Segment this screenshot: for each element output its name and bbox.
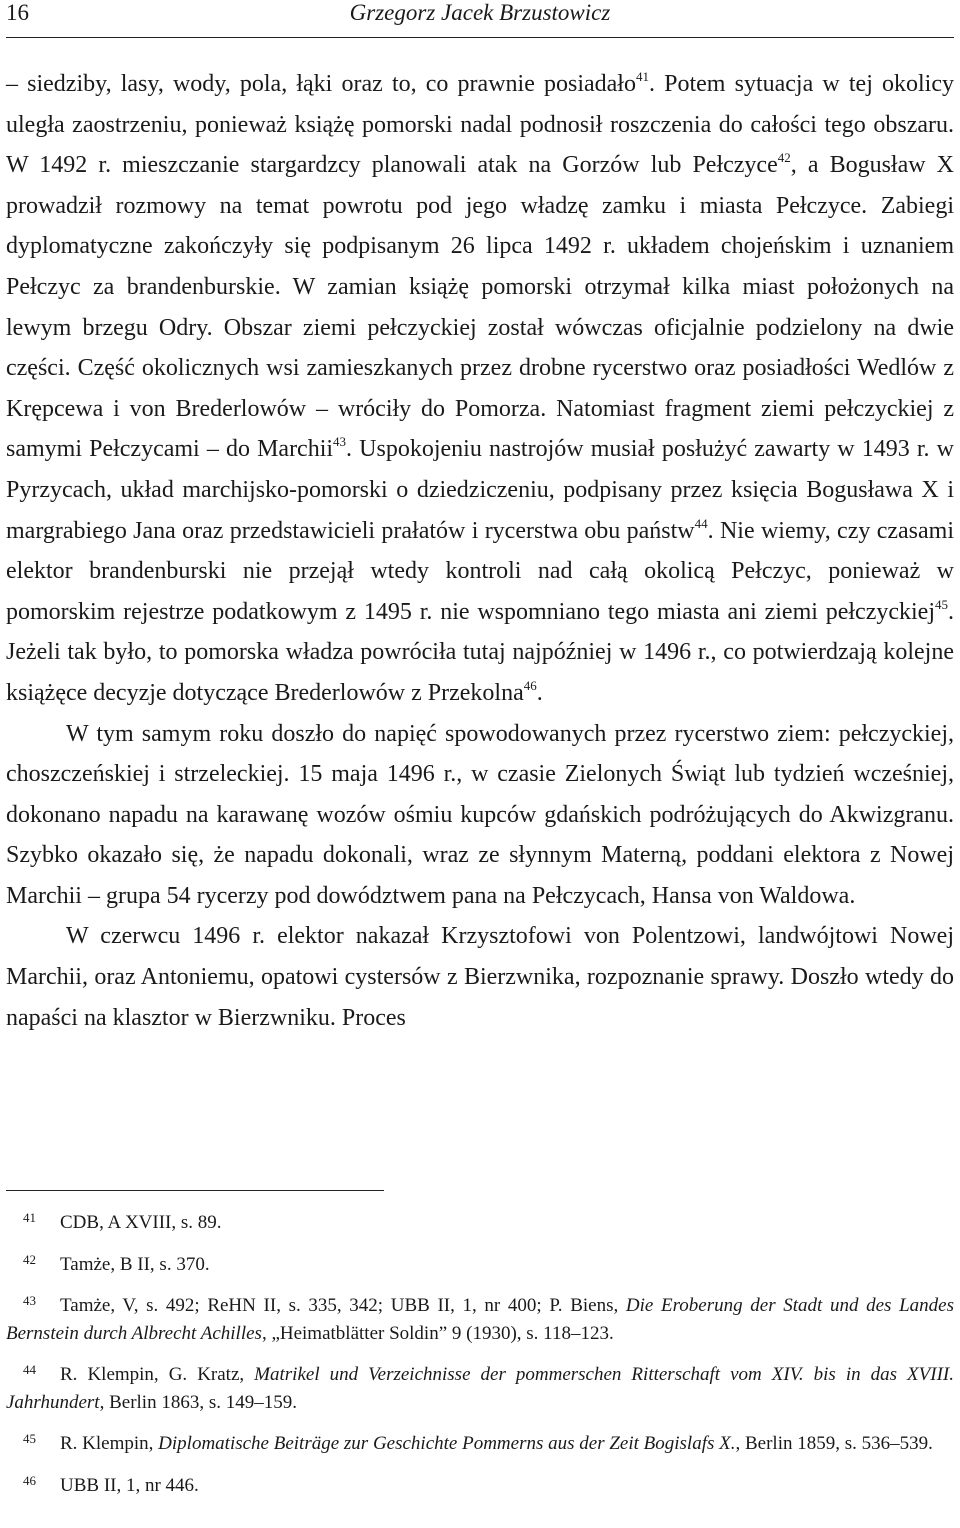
footnote-ref-43[interactable]: 43 xyxy=(333,434,347,450)
footnote-text: Tamże, V, s. 492; ReHN II, s. 335, 342; UBB II, 1, nr 400; P. Biens, xyxy=(60,1295,626,1316)
running-title: Grzegorz Jacek Brzustowicz xyxy=(349,0,611,25)
footnote-ref-45[interactable]: 45 xyxy=(935,596,948,612)
footnote-text: , „Heimatblätter Soldin” 9 (1930), s. 118–123. xyxy=(261,1322,614,1344)
footnote-41: 41 CDB, A XVIII, s. 89. xyxy=(23,1210,222,1233)
footnote-text: CDB, A XVIII, s. 89. xyxy=(60,1212,222,1233)
footnote-46: 46 UBB II, 1, nr 446. xyxy=(23,1472,199,1496)
text-run: , a Bogusław X prowadził rozmowy na temat powrotu pod jego władzę zamku i miasta Pełczyce. Zabiegi dyplomatyczne zakończyły się podpisanym 26 lipca 1492 r. układem chojeńskim i uznaniem Pełczyc za brandenburskie. W zamian książę pomorski otrzymał kilka miast położonych na lewym brzegu Odry. Obszar ziemi pełczyckiej został wówczas oficjalnie podzielony na dwie części. Część okolicznych wsi zamieszkanych przez drobne rycerstwo oraz posiadłości Wedlów z Krępcewa i von Brederlowów – wróciły do Pomorza. Natomiast fragment ziemi pełczyckiej z samymi Pełczycami – do Marchii xyxy=(6,152,954,463)
footnote-rule xyxy=(6,1190,384,1191)
text-run: . Potem sytuacja w tej okolicy uległa zaostrzeniu, ponieważ książę pomorski nadal podnosił roszczenia do całości tego obszaru. W 1492 r. mieszczanie stargardzcy planowali atak na Gorzów lub Pełczyce xyxy=(6,71,955,179)
footnote-43: 43 Tamże, V, s. 492; ReHN II, s. 335, 342; UBB II, 1, nr 400; P. Biens, Die Eroberung der Stadt und des Landes Bernstein durch Albrecht Achilles, „Heimatblätter Soldin” 9 (1930), s. 118–123. xyxy=(6,1293,954,1344)
paragraph-2: W tym samym roku doszło do napięć spowodowanych przez rycerstwo ziem: pełczyckiej, choszczeńskiej i strzeleckiej. 15 maja 1496 r., w czasie Zielonych Świąt lub tydzień wcześniej, dokonano napadu na karawanę wozów ośmiu kupców gdańskich podróżujących do Akwizgranu. Szybko okazało się, że napadu dokonali, wraz ze słynnym Materną, poddani elektora z Nowej Marchii – grupa 54 rycerzy pod dowództwem pana na Pełczycach, Hansa von Waldowa. xyxy=(6,720,954,909)
footnote-44: 44 R. Klempin, G. Kratz, Matrikel und Verzeichnisse der pommerschen Ritterschaft vom XIV. bis in das XVIII. Jahrhundert, Berlin 1863, s. 149–159. xyxy=(6,1362,954,1413)
footnote-ref-46[interactable]: 46 xyxy=(523,677,537,693)
text-run: . Jeżeli tak było, to pomorska władza powróciła tutaj najpóźniej w 1496 r., co potwierdzają kolejne książęce decyzje dotyczące Brederlowów z Przekolna xyxy=(6,598,954,706)
footnote-ref-42[interactable]: 42 xyxy=(777,150,791,166)
footnote-ref-41[interactable]: 41 xyxy=(635,69,649,84)
main-text xyxy=(6,64,954,1038)
text-run: – siedziby, lasy, wody, pola, łąki oraz to, co prawnie posiadało xyxy=(6,71,636,97)
footnote-text: R. Klempin, xyxy=(60,1433,159,1454)
page-header xyxy=(6,0,954,40)
footnote-title: Matrikel und Verzeichnisse der pommerschen Ritterschaft vom XIV. bis in das XVIII. Jahrhundert xyxy=(6,1364,954,1413)
text-run: . Uspokojeniu nastrojów musiał posłużyć zawarty w 1493 r. w Pyrzycach, układ marchijsko-pomorski o dziedziczeniu, podpisany przez księcia Bogusława X i margrabiego Jana oraz przedstawicieli prałatów i rycerstwa obu państw xyxy=(6,436,954,544)
footnote-text: R. Klempin, G. Kratz, xyxy=(60,1364,255,1385)
page-number: 16 xyxy=(6,0,29,25)
paragraph-1 xyxy=(6,64,954,714)
footnote-text: , Berlin 1863, s. 149–159. xyxy=(99,1391,297,1413)
footnote-42: 42 Tamże, B II, s. 370. xyxy=(23,1251,210,1275)
text-run: . xyxy=(536,679,543,706)
footnote-ref-44[interactable]: 44 xyxy=(694,515,708,531)
footnote-text: , Berlin 1859, s. 536–539. xyxy=(735,1433,933,1454)
footnote-title: Die Eroberung der Stadt und des Landes Bernstein durch Albrecht Achilles xyxy=(6,1295,954,1344)
footnote-45: 45 R. Klempin, Diplomatische Beiträge zur Geschichte Pommerns aus der Zeit Bogislafs X., Berlin 1859, s. 536–539. xyxy=(23,1431,933,1454)
paragraph-3: W czerwcu 1496 r. elektor nakazał Krzysztofowi von Polentzowi, landwójtowi Nowej Marchii, oraz Antoniemu, opatowi cystersów z Bierzwnika, rozpoznanie sprawy. Doszło wtedy do napaści na klasztor w Bierzwniku. Proces xyxy=(6,923,954,1031)
footnotes xyxy=(6,1209,954,1513)
text-run: . Nie wiemy, czy czasami elektor brandenburski nie przejął wtedy kontroli nad całą okolicą Pełczyc, ponieważ w pomorskim rejestrze podatkowym z 1495 r. nie wspomniano tego miasta ani ziemi pełczyckiej xyxy=(6,517,954,625)
footnote-text: UBB II, 1, nr 446. xyxy=(60,1474,199,1496)
header-rule xyxy=(6,37,954,38)
footnote-text: Tamże, B II, s. 370. xyxy=(60,1253,210,1275)
footnote-title: Diplomatische Beiträge zur Geschichte Pommerns aus der Zeit Bogislafs X. xyxy=(158,1433,736,1454)
